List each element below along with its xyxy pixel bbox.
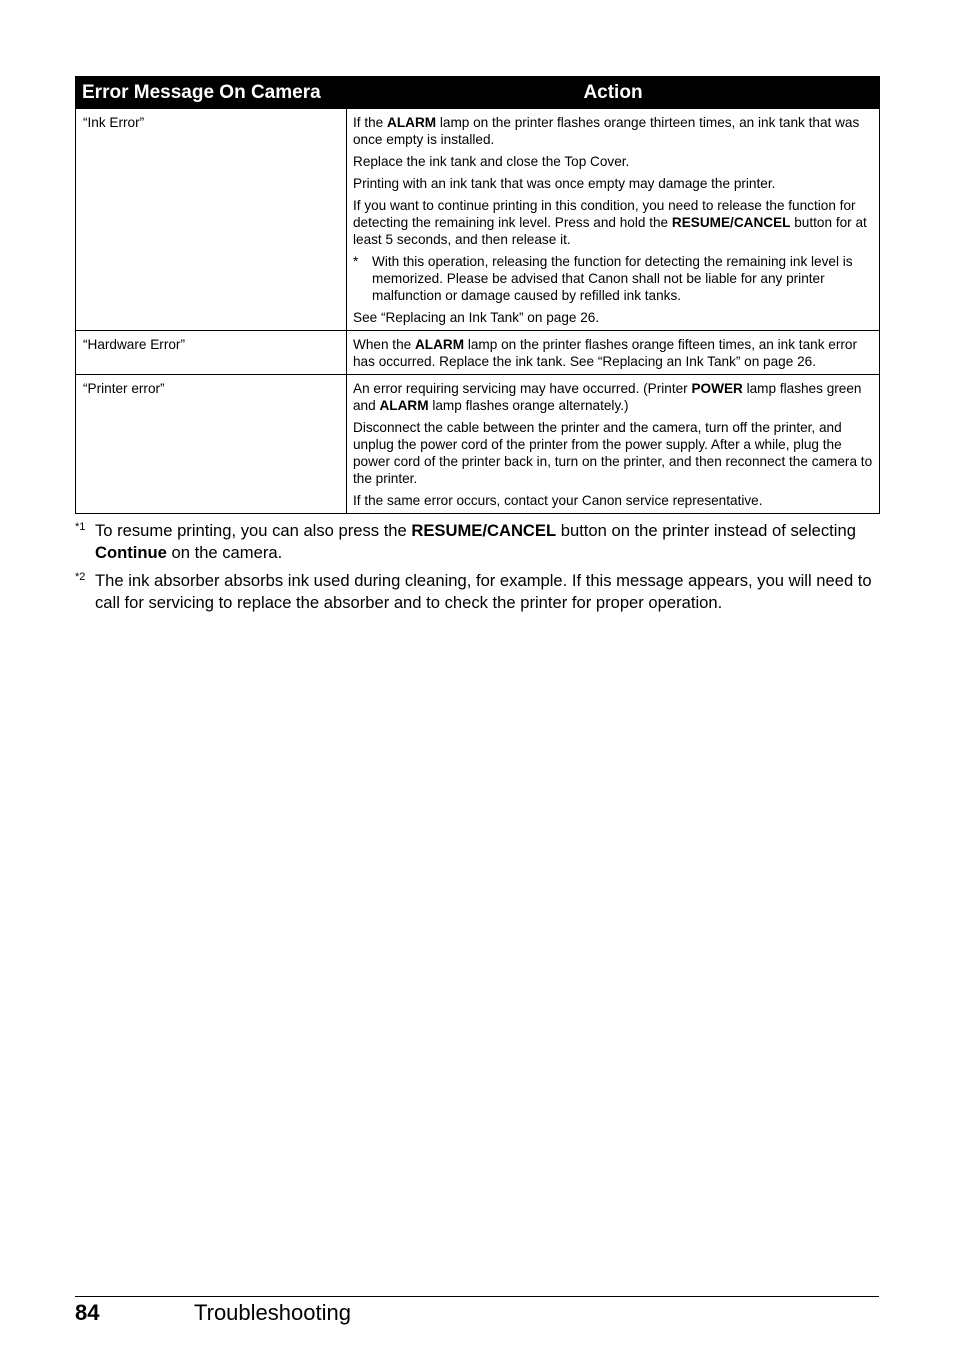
error-message-cell: “Ink Error” bbox=[76, 109, 347, 331]
text-span: lamp flashes green and bbox=[353, 381, 862, 413]
alarm-lamp-label: ALARM bbox=[414, 337, 465, 352]
action-cell bbox=[347, 375, 880, 514]
text-span: When the bbox=[353, 337, 415, 352]
text-span: lamp flashes orange alternately.) bbox=[428, 398, 629, 413]
action-paragraph: Printing with an ink tank that was once empty may damage the printer. bbox=[353, 176, 776, 191]
action-paragraph bbox=[353, 336, 873, 370]
text-span: If the bbox=[353, 115, 388, 130]
col-header-error-message: Error Message On Camera bbox=[76, 77, 347, 109]
action-paragraph bbox=[353, 380, 873, 414]
text-span: button for at least 5 seconds, and then release it. bbox=[353, 215, 867, 247]
alarm-lamp-label: ALARM bbox=[379, 398, 429, 413]
continue-label: Continue bbox=[95, 543, 167, 562]
action-paragraph bbox=[353, 197, 873, 248]
action-paragraph: Disconnect the cable between the printer and the camera, turn off the printer, and unplug the power cord of the printer from the power supply. After a while, plug the power cord of the printer back in, turn on the printer, and then reconnect the camera to the printer. bbox=[353, 420, 873, 486]
text-span: button on the printer instead of selecting bbox=[556, 521, 856, 540]
footnote-1 bbox=[75, 520, 879, 564]
footnote-mark: *2 bbox=[75, 571, 86, 583]
footnote-text: The ink absorber absorbs ink used during cleaning, for example. If this message appears, you will need to call for servicing to replace the absorber and to check the printer for proper operation. bbox=[95, 571, 872, 612]
text-span: lamp on the printer flashes orange thirteen times, an ink tank that was once empty is installed. bbox=[353, 115, 860, 147]
footnote-mark: *1 bbox=[75, 521, 86, 533]
text-span: If you want to continue printing in this condition, you need to release the function for detecting the remaining ink level. Press and hold the bbox=[353, 198, 856, 230]
footnote-2 bbox=[75, 570, 879, 614]
power-lamp-label: POWER bbox=[691, 381, 743, 396]
text-span: To resume printing, you can also press the bbox=[95, 521, 412, 540]
error-table bbox=[75, 76, 880, 514]
section-title: Troubleshooting bbox=[194, 1300, 351, 1325]
page-number: 84 bbox=[75, 1300, 100, 1325]
asterisk-note bbox=[353, 253, 873, 304]
action-paragraph: If the same error occurs, contact your Canon service representative. bbox=[353, 493, 763, 508]
action-paragraph: See “Replacing an Ink Tank” on page 26. bbox=[353, 310, 600, 325]
col-header-action: Action bbox=[347, 77, 880, 109]
footer-divider bbox=[75, 1296, 879, 1297]
action-paragraph: Replace the ink tank and close the Top Cover. bbox=[353, 154, 630, 169]
alarm-lamp-label: ALARM bbox=[387, 115, 437, 130]
error-message-cell: “Printer error” bbox=[76, 375, 347, 514]
text-span: lamp on the printer flashes orange fifteen times, an ink tank error has occurred. Replace the ink tank. See “Replacing an Ink Tank” on page 26. bbox=[353, 337, 857, 369]
resume-cancel-button-label: RESUME/CANCEL bbox=[671, 215, 791, 230]
action-cell bbox=[347, 331, 880, 375]
action-paragraph bbox=[353, 114, 873, 148]
note-text: With this operation, releasing the function for detecting the remaining ink level is memorized. Please be advised that Canon shall not be liable for any printer malfunction or damage caused by refilled ink tanks. bbox=[372, 254, 853, 303]
asterisk-mark: * bbox=[353, 254, 359, 269]
action-cell bbox=[347, 109, 880, 331]
table-row-ink-error bbox=[76, 109, 880, 331]
text-span: An error requiring servicing may have occurred. (Printer bbox=[353, 381, 692, 396]
table-header-row bbox=[76, 77, 880, 109]
text-span: on the camera. bbox=[166, 543, 283, 562]
error-message-cell: “Hardware Error” bbox=[76, 331, 347, 375]
table-row-printer-error bbox=[76, 375, 880, 514]
table-row-hardware-error bbox=[76, 331, 880, 375]
resume-cancel-button-label: RESUME/CANCEL bbox=[411, 521, 557, 540]
footnotes bbox=[75, 520, 879, 620]
